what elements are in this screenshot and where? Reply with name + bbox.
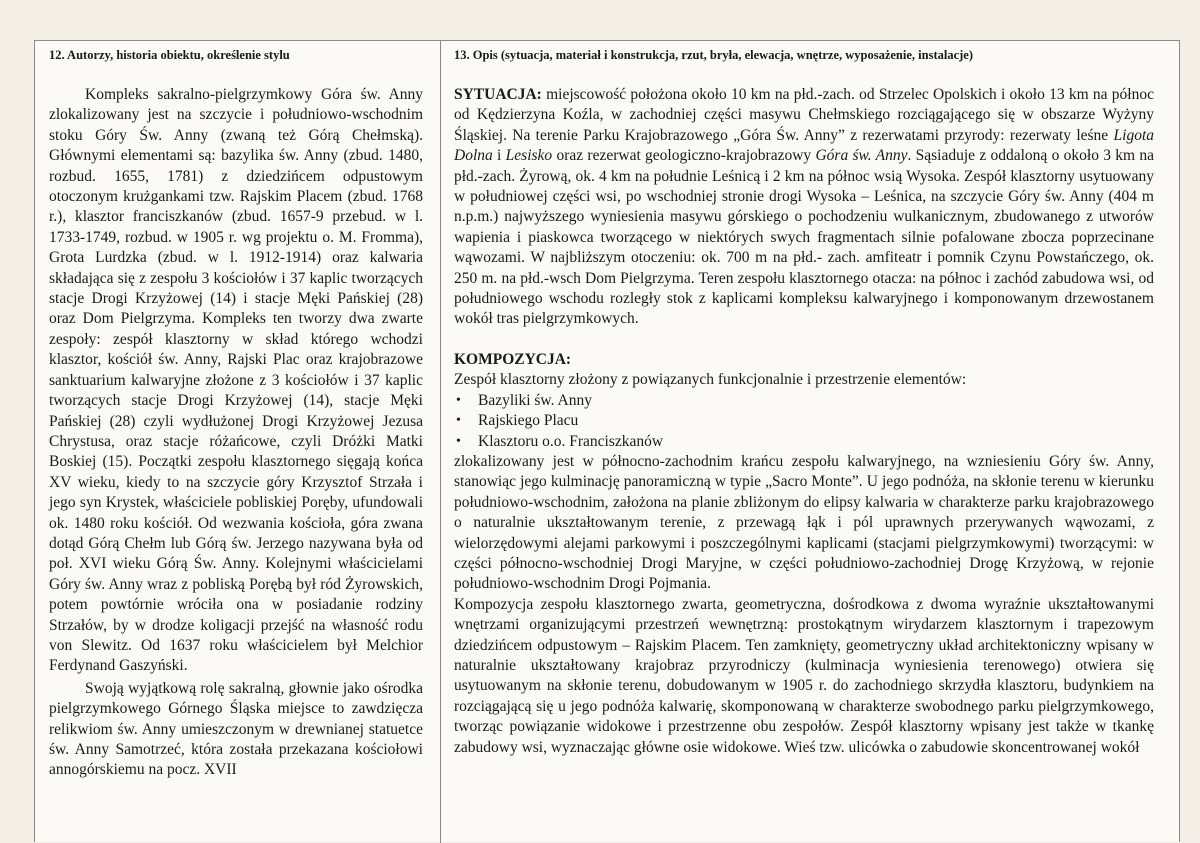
element-list (454, 391, 1154, 452)
section-12-heading: 12. Autorzy, historia obiektu, określenie stylu (49, 48, 290, 62)
reserve-gora-sw-anny: Góra św. Anny (815, 147, 908, 165)
sytuacja-text-d: . Sąsiaduje z oddaloną o około 3 km na płd.-zach. Żyrową, ok. 4 km na południe Leśnicą i 2 km na północ wsią Wysoka. Zespół klasztorny usytuowany w południowej części wsi, po wschodniej stronie drogi Wysoka – Leśnica, na szczycie Góry św. Anny (404 m n.p.m.) najwyższego wyniesienia masywu górskiego o pochodzeniu wulkanicznym, zbudowanego z utworów wapienia i piaskowca tworzącego w niektórych swych fragmentach silnie pofalowane zbocza poprzecinane wąwozami. W najbliższym otoczeniu: ok. 700 m na płd.- zach. amfiteatr i pomnik Czynu Powstańczego, ok. 250 m. na płd.-wsch Dom Pielgrzyma. Teren zespołu klasztornego otacza: na północ i zachód zabudowa wsi, od południowego wschodu rozległy stok z kaplicami kompleksu kalwaryjnego i komponowanym drzewostanem wokół tras pielgrzymkowych. (454, 147, 1155, 328)
history-paragraph-1: Kompleks sakralno-pielgrzymkowy Góra św. Anny zlokalizowany jest na szczycie i południowo-wschodnim stoku Góry Św. Anny (zwaną też Górą Chełmską). Głównymi elementami są: bazylika św. Anny (zbud. 1480, rozbud. 1655, 1781) z dziedzińcem odpustowym otoczonym krużgankami tzw. Rajskim Placem (zbud. 1768 r.), klasztor franciszkanów (zbud. 1657-9 przebud. w l. 1733-1749, rozbud. w 1905 r. wg projektu o. M. Fromma), Grota Lurdzka (zbud. w l. 1912-1914) oraz kalwaria składająca się z zespołu 3 kościołów i 37 kaplic tworzących stacje Drogi Krzyżowej (14) i stacje Męki Pańskiej (28) oraz Dom Pielgrzyma. Kompleks ten tworzy dwa zwarte zespoły: zespół klasztorny w skład którego wchodzi klasztor, kościół św. Anny, Rajski Plac oraz krajobrazowe sanktuarium kalwaryjne złożone z 3 kościołów i 37 kaplic tworzących stacje Drogi Krzyżowej (14), stacje Męki Pańskiej (28) czyli wydłużonej Drogi Krzyżowej Jezusa Chrystusa, oraz stacje różańcowe, czyli Dróżki Matki Boskiej (15). Początki zespołu klasztornego sięgają końca XV wieku, kiedy to na szczycie góry Krzysztof Strzała i jego syn Krystek, właściciele pobliskiej Poręby, ufundowali ok. 1480 roku kościół. Od wezwania kościoła, góra zwana dotąd Górą Chełm lub Górą św. Jerzego nazywana była od poł. XVI wieku Górą Św. Anny. Kolejnymi właścicielami Góry św. Anny wraz z pobliską Porębą był ród Żyrowskich, potem powtórnie wróciła ona w posiadanie rodziny Strzałów, by w drodze koligacji przejść na własność rodu von Slewitz. Od 1637 roku właścicielem był Melchior Ferdynand Gaszyński. (49, 86, 423, 675)
list-item: • Bazyliki św. Anny (478, 391, 1154, 411)
left-column (49, 47, 423, 781)
right-column (454, 47, 1154, 758)
list-item: • Klasztoru o.o. Franciszkanów (478, 432, 1154, 452)
reserve-ligota-dolna: Ligota Dolna (454, 126, 1154, 165)
reserve-lesisko: Lesisko (505, 147, 553, 165)
sytuacja-text-a: miejscowość położona około 10 km na płd.-zach. od Strzelec Opolskich i około 13 km na północ od Kędzierzyna Koźla, w zachodniej części masywu Chełmskiego rozciągającego się w obszarze Wyżyny Śląskiej. Na terenie Parku Krajobrazowego „Góra Św. Anny” z rezerwatami przyrody: rezerwaty leśne (454, 86, 1154, 144)
sytuacja-text-c: oraz rezerwat geologiczno-krajobrazowy (552, 147, 816, 165)
kompozycja-paragraph-2: Kompozycja zespołu klasztornego zwarta, geometryczna, dośrodkowa z dwoma wyraźnie ukształtowanymi wnętrzami organizującymi przestrzeń wewnętrzną: prostokątnym wirydarzem klasztornym i trapezowym dziedzińcem odpustowym – Rajskim Placem. Ten zamknięty, geometryczny układ architektoniczny wpisany w naturalnie ukształtowany krajobraz przyrodniczy (kulminacja wyniesienia terenowego) otwiera się usytuowanym na skłonie terenu, dobudowanym w 1905 r. do zachodniego skrzydła klasztoru, budynkiem na rozciągającą się u jego podnóża kalwarię, skomponowaną w charakterze swobodnego parku pielgrzymkowego, tworząc powiązanie widokowe i przestrzenne obu zespołów. Zespół klasztorny wpisany jest także w tkankę zabudowy wsi, wyznaczając główne osie widokowe. Wieś tzw. ulicówka o zabudowie skoncentrowanej wokół (454, 595, 1154, 756)
section-13-heading: 13. Opis (sytuacja, materiał i konstrukcja, rzut, bryła, elewacja, wnętrze, wyposażenie, instalacje) (454, 48, 974, 62)
document-sheet (34, 40, 1180, 842)
kompozycja-intro: Zespół klasztorny złożony z powiązanych funkcjonalnie i przestrzenie elementów: (454, 371, 967, 389)
history-paragraph-2: Swoją wyjątkową rolę sakralną, głownie jako ośrodka pielgrzymkowego Górnego Śląska miejsce to zawdzięcza relikwiom św. Anny umieszczonym w drewnianej statuetce św. Anny Samotrzeć, która została przekazana kościołowi annogórskiemu na pocz. XVII (49, 679, 423, 779)
sytuacja-text-b: i (492, 147, 506, 165)
sytuacja-label: SYTUACJA: (454, 86, 542, 103)
kompozycja-label: KOMPOZYCJA: (454, 350, 572, 368)
sytuacja-paragraph (454, 85, 1154, 330)
list-item: • Rajskiego Placu (478, 411, 1154, 431)
kompozycja-paragraph-1: zlokalizowany jest w północno-zachodnim krańcu zespołu kalwaryjnego, na wzniesieniu Góry św. Anny, stanowiąc jego kulminację panoramiczną w typie „Sacro Monte”. U jego podnóża, na skłonie terenu w kierunku południowo-wschodnim, założona na planie zbliżonym do elipsy kalwaria w charakterze parku krajobrazowego o naturalnie ukształtowanym terenie, z przewagą łąk i pól uprawnych przerywanych wąwozami, z wielorzędowymi alejami parkowymi i poszczególnymi kaplicami (stacjami pielgrzymkowymi) tworzącymi: w części północno-wschodniej Drogi Maryjne, w części południowo-zachodniej Drogę Krzyżową, w rejonie południowo-wschodnim Drogi Pojmania. (454, 452, 1154, 593)
column-divider (440, 41, 441, 843)
